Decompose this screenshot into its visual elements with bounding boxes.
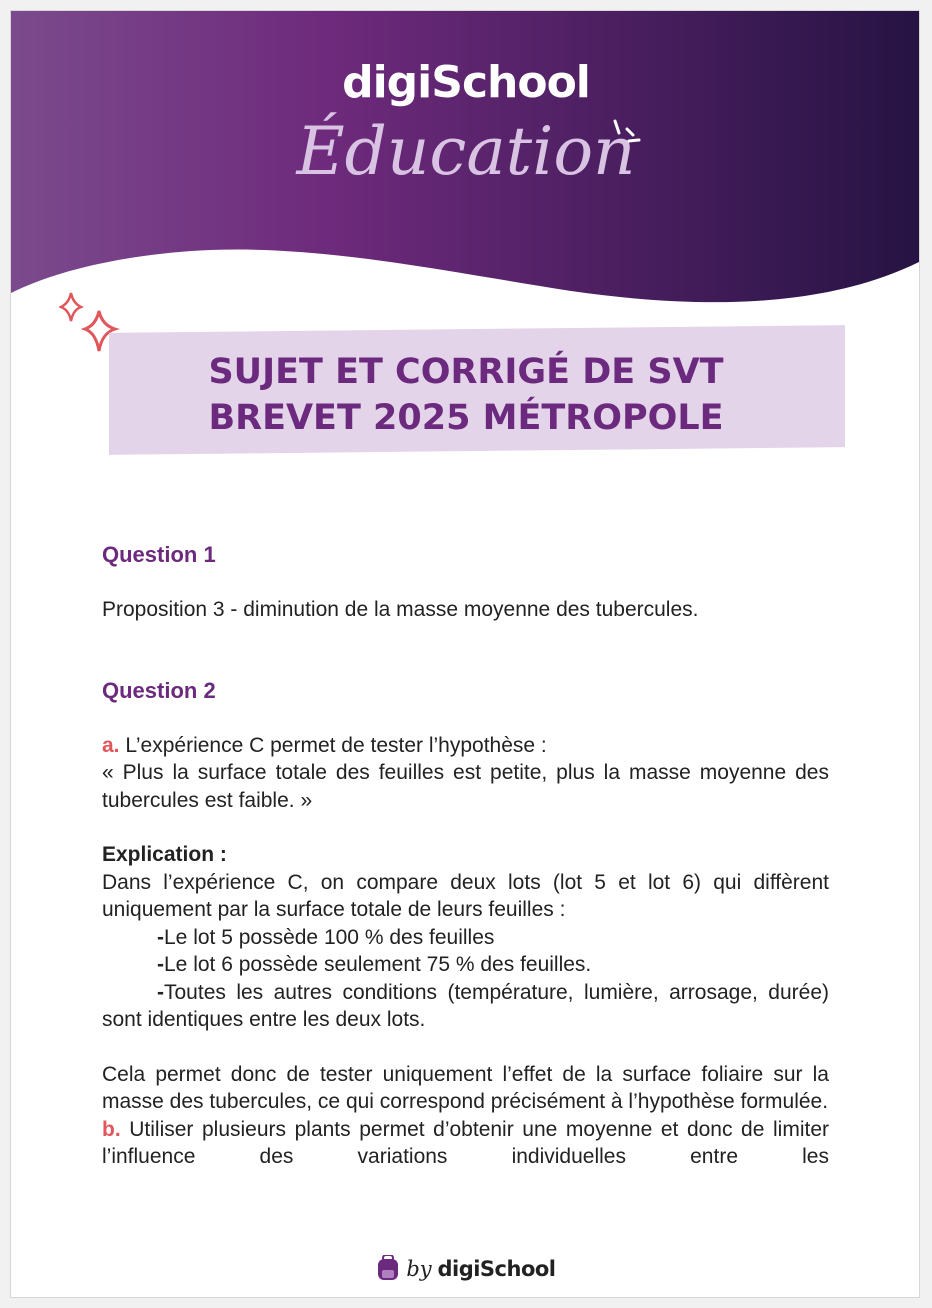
footer-brand	[11, 1255, 920, 1282]
bullet-1: -Le lot 5 possède 100 % des feuilles	[157, 925, 495, 949]
bullet-2: -Le lot 6 possède seulement 75 % des feuilles.	[157, 953, 592, 976]
explication-heading: Explication :	[102, 843, 227, 866]
digischool-logo: digiSchool	[342, 57, 590, 108]
title-line-1: SUJET ET CORRIGÉ DE SVT	[208, 352, 724, 392]
bullet-3: -Toutes les autres conditions (température, lumière, arrosage, durée) sont identiques entre les deux lots.	[102, 980, 829, 1031]
footer-brand-name: digiSchool	[437, 1257, 556, 1281]
question-1-answer: Proposition 3 - diminution de la masse moyenne des tubercules.	[102, 597, 699, 621]
answer-b	[102, 1116, 829, 1171]
title-line-2: BREVET 2025 MÉTROPOLE	[208, 398, 724, 438]
label-b: b.	[102, 1117, 121, 1141]
answer-a-text: L’expérience C permet de tester l’hypothèse :	[125, 733, 547, 757]
answer-b-text: Utiliser plusieurs plants permet d’obtenir une moyenne et donc de limiter l’influence des variations individuelles entre les	[102, 1117, 829, 1168]
backpack-icon	[376, 1255, 400, 1281]
question-1-heading: Question 1	[102, 542, 216, 567]
answer-a	[102, 732, 829, 760]
label-a: a.	[102, 733, 120, 757]
sparkle-lines-icon	[611, 119, 647, 149]
hypothesis-quote: « Plus la surface totale des feuilles est petite, plus la masse moyenne des tubercules est faible. »	[102, 761, 829, 812]
explication-text: Dans l’expérience C, on compare deux lots (lot 5 et lot 6) qui diffèrent uniquement par la surface totale de leurs feuilles :	[102, 870, 829, 921]
document-title	[11, 349, 920, 441]
question-2-heading: Question 2	[102, 678, 216, 703]
document-page	[10, 10, 920, 1298]
conclusion-text: Cela permet donc de tester uniquement l’effet de la surface foliaire sur la masse des tubercules, ce qui correspond précisément à l’hypothèse formulée.	[102, 1062, 829, 1113]
document-content	[102, 541, 829, 1171]
by-label: by	[406, 1257, 432, 1281]
header-banner	[11, 11, 920, 311]
education-subtitle: Éducation	[296, 113, 636, 190]
